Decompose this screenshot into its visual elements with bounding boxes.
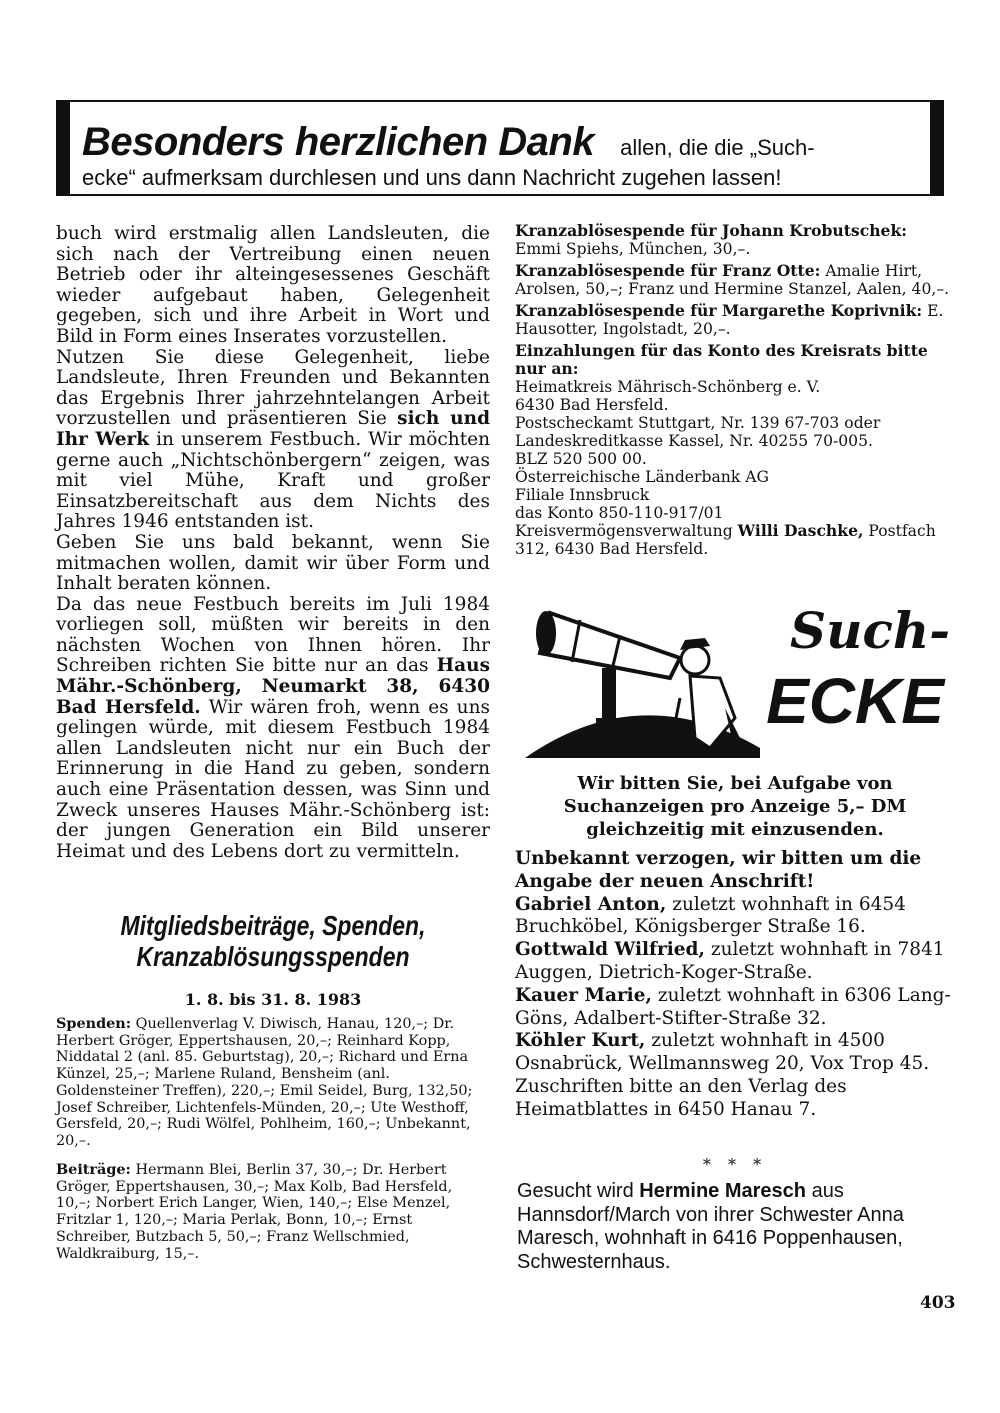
banner-line2: ecke“ aufmerksam durchlesen und uns dann Nachricht zugehen lassen! [82, 165, 782, 190]
beitraege-list: Beiträge: Hermann Blei, Berlin 37, 30,–; Dr. Herbert Gröger, Eppertshausen, 30,–; Max Kolb, Bad Hersfeld, 10,–; Norbert Erich Langer, Wien, 140,–; Else Menzel, Fritzlar 1, 120,–; Maria Perlak, Bonn, 10,–; Ernst Schreiber, Butzbach 5, 50,–; Franz Wellschmied, Waldkraiburg, 15,–. [56, 1161, 453, 1262]
kranz-1: Kranzablösespende für Johann Krobutschek: Emmi Spiehs, München, 30,–. [515, 221, 908, 258]
thanks-banner [56, 100, 944, 196]
banner-line1-rest: allen, die die „Such- [620, 135, 815, 160]
banner-left-bar [58, 102, 70, 194]
person-entry: Gabriel Anton, zuletzt wohnhaft in 6454 Bruchköbel, Königsberger Straße 16. [515, 893, 906, 938]
kranz-3: Kranzablösespende für Margarethe Koprivnik: E. Hausotter, Ingolstadt, 20,–. [515, 301, 944, 338]
konto-info: Einzahlungen für das Konto des Kreisrats bitte nur an: Heimatkreis Mährisch-Schönberg e. V. 6430 Bad Hersfeld. Postscheckamt Stuttgart, Nr. 139 67-703 oder Landeskreditkasse Kassel, Nr. 40255 70-005. BLZ 520 500 00. Österreichische Länderbank AG Filiale Innsbruck das Konto 850-110-917/01 Kreisvermögensverwaltung Willi Daschke, Postfach 312, 6430 Bad Hersfeld. [515, 341, 936, 558]
person-entry: Köhler Kurt, zuletzt wohnhaft in 4500 Osnabrück, Wellmannsweg 20, Vox Trop 45. [515, 1030, 930, 1075]
page-number: 403 [920, 1293, 956, 1313]
separator-stars: * * * [702, 1155, 768, 1174]
notice-fee: Wir bitten Sie, bei Aufgabe von Suchanzeigen pro Anzeige 5,– DM gleichzeitig mit einzusenden. [563, 773, 907, 840]
right-column [515, 222, 955, 558]
telescope-icon [536, 611, 680, 728]
left-paragraph-1: buch wird erstmalig allen Landsleuten, die sich nach der Vertreibung einen neuen Betrieb oder ihr alteingesessenes Geschäft wieder aufgebaut haben, Gelegenheit gegeben, sich und ihre Arbeit in Wort und Bild in Form eines Inserates vorzustellen. [56, 223, 490, 347]
left-paragraph-2: Nutzen Sie diese Gelegenheit, liebe Landsleute, Ihren Freunden und Bekannten das Ergebnis Ihrer jahrzehntelangen Arbeit vorzustellen und präsentieren Sie sich und Ihr Werk in unserem Festbuch. Wir möchten gerne auch „Nichtschönbergern“ zeigen, was mit viel Mühe, Kraft und großer Einsatzbereitschaft aus dem Nichts des Jahres 1946 entstanden ist. [56, 346, 491, 533]
kranz-2: Kranzablösespende für Franz Otte: Amalie Hirt, Arolsen, 50,–; Franz und Hermine Stanzel, Aalen, 40,–. [515, 261, 950, 298]
logo-word-such: Such- [789, 601, 950, 660]
section-heading: Mitgliedsbeiträge, Spenden, Kranzablösungsspenden [120, 910, 426, 972]
moved-notice: Unbekannt verzogen, wir bitten um die Angabe der neuen Anschrift! [515, 848, 922, 892]
left-column [56, 224, 490, 862]
zuschriften-note: Zuschriften bitte an den Verlag des Heimatblattes in 6450 Hanau 7. [515, 1075, 847, 1120]
search-notices [515, 848, 955, 1122]
gesucht-notice: Gesucht wird Hermine Maresch aus Hannsdorf/March von ihrer Schwester Anna Maresch, wohnhaft in 6416 Poppenhausen, Schwesternhaus. [517, 1180, 904, 1273]
banner-title: Besonders herzlichen Dank [82, 120, 595, 164]
left-paragraph-3: Geben Sie uns bald bekannt, wenn Sie mitmachen wollen, damit wir über Form und Inhalt beraten können. [56, 531, 490, 595]
banner-right-bar [930, 102, 942, 194]
section-date: 1. 8. bis 31. 8. 1983 [184, 990, 362, 1009]
person-entry: Kauer Marie, zuletzt wohnhaft in 6306 Lang-Göns, Adalbert-Stifter-Straße 32. [515, 984, 951, 1029]
suchecke-logo [520, 598, 950, 768]
logo-word-ecke: ECKE [766, 665, 944, 737]
spenden-list: Spenden: Quellenverlag V. Diwisch, Hanau, 120,–; Dr. Herbert Gröger, Eppertshausen, 20,–; Reinhard Kopp, Niddatal 2 (anl. 85. Geburtstag), 20,–; Richard und Erna Künzel, 25,–; Marlene Ruland, Bensheim (anl. Goldensteiner Treffen), 220,–; Emil Seidel, Burg, 132,50; Josef Schreiber, Lichtenfels-Münden, 20,–; Ute Westhoff, Gersfeld, 20,–; Rudi Wölfel, Pohlheim, 160,–; Unbekannt, 20,–. [56, 1015, 473, 1149]
person-entry: Gottwald Wilfried, zuletzt wohnhaft in 7841 Auggen, Dietrich-Koger-Straße. [515, 939, 945, 983]
left-paragraph-4: Da das neue Festbuch bereits im Juli 1984 vorliegen soll, müßten wir bereits in den nächsten Wochen von Ihnen hören. Ihr Schreiben richten Sie bitte nur an das Haus Mähr.-Schönberg, Neumarkt 38, 6430 Bad Hersfeld. Wir wären froh, wenn es uns gelingen würde, mit diesem Festbuch 1984 allen Landsleuten nicht nur ein Buch der Erinnerung in die Hand zu geben, sondern auch eine Präsentation dessen, was Sinn und Zweck unseres Hauses Mähr.-Schönberg ist: der jungen Generation ein Bild unserer Heimat und des Lebens dort zu vermitteln. [56, 593, 491, 862]
